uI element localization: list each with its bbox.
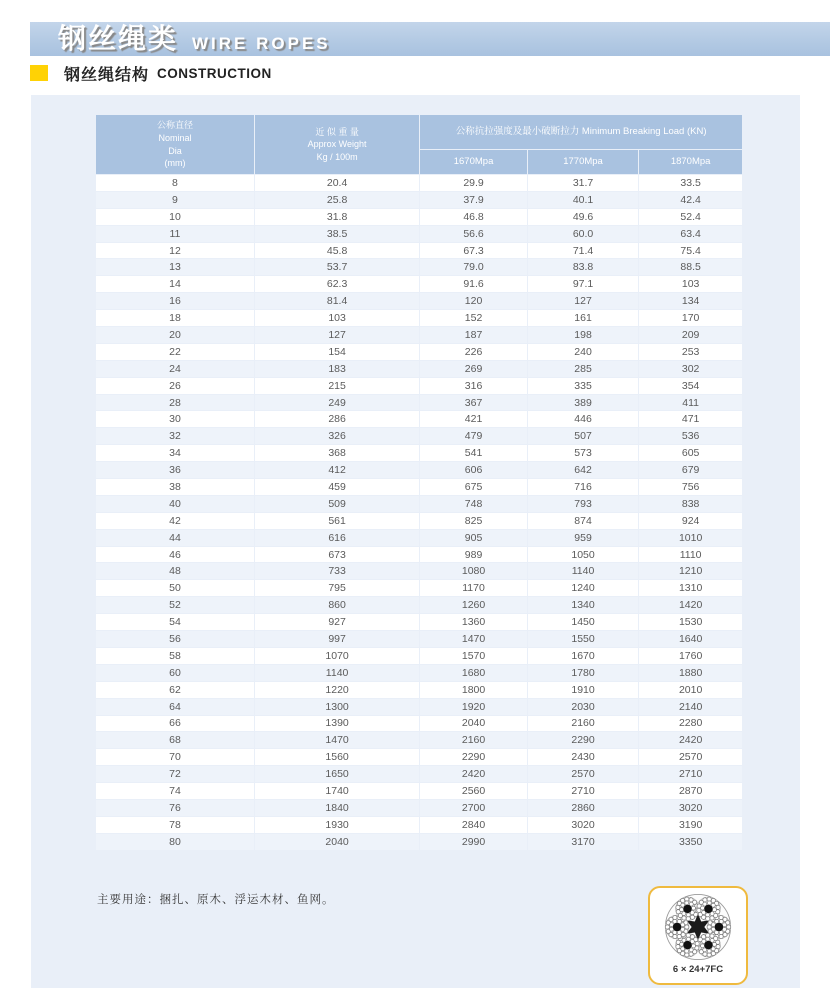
weight-cell: 62.3 bbox=[255, 276, 419, 292]
dia-cell: 42 bbox=[96, 513, 254, 529]
mbl-1870-cell: 2710 bbox=[639, 766, 742, 782]
header-line: Approx Weight bbox=[307, 139, 367, 150]
mbl-1870-cell: 42.4 bbox=[639, 192, 742, 208]
table-row bbox=[96, 361, 742, 377]
dia-cell: 14 bbox=[96, 276, 254, 292]
table-row bbox=[96, 462, 742, 478]
mbl-1870-cell: 536 bbox=[639, 428, 742, 444]
grade-1670-header: 1670Mpa bbox=[420, 150, 527, 174]
page-title-zh: 钢丝绳类 bbox=[58, 23, 179, 54]
weight-cell: 326 bbox=[255, 428, 419, 444]
rope-construction-label: 6 × 24+7FC bbox=[672, 964, 724, 975]
table-row bbox=[96, 580, 742, 596]
header-line: Dia bbox=[168, 145, 182, 156]
table-row bbox=[96, 479, 742, 495]
mbl-1870-cell: 170 bbox=[639, 310, 742, 326]
rope-cross-section-icon bbox=[650, 891, 746, 963]
mbl-1870-cell: 2140 bbox=[639, 699, 742, 715]
weight-cell: 1070 bbox=[255, 648, 419, 664]
mbl-1870-cell: 3020 bbox=[639, 800, 742, 816]
mbl-1870-cell: 2570 bbox=[639, 749, 742, 765]
mbl-1870-cell: 1640 bbox=[639, 631, 742, 647]
dia-cell: 10 bbox=[96, 209, 254, 225]
table-row bbox=[96, 513, 742, 529]
mbl-1870-cell: 253 bbox=[639, 344, 742, 360]
mbl-1870-cell: 1420 bbox=[639, 597, 742, 613]
mbl-1670-cell: 1080 bbox=[420, 563, 527, 579]
weight-cell: 412 bbox=[255, 462, 419, 478]
mbl-1870-cell: 1530 bbox=[639, 614, 742, 630]
weight-cell: 1930 bbox=[255, 817, 419, 833]
mbl-1670-cell: 367 bbox=[420, 395, 527, 411]
mbl-1770-cell: 198 bbox=[528, 327, 638, 343]
mbl-1870-cell: 756 bbox=[639, 479, 742, 495]
mbl-1770-cell: 716 bbox=[528, 479, 638, 495]
dia-cell: 62 bbox=[96, 682, 254, 698]
weight-cell: 1560 bbox=[255, 749, 419, 765]
mbl-1870-cell: 134 bbox=[639, 293, 742, 309]
table-row bbox=[96, 766, 742, 782]
mbl-1770-cell: 83.8 bbox=[528, 259, 638, 275]
mbl-1670-cell: 2160 bbox=[420, 732, 527, 748]
mbl-1770-cell: 959 bbox=[528, 530, 638, 546]
mbl-1770-cell: 389 bbox=[528, 395, 638, 411]
mbl-1670-cell: 479 bbox=[420, 428, 527, 444]
mbl-1870-cell: 3190 bbox=[639, 817, 742, 833]
table-row bbox=[96, 327, 742, 343]
mbl-1670-cell: 825 bbox=[420, 513, 527, 529]
table-row bbox=[96, 834, 742, 850]
mbl-1670-cell: 46.8 bbox=[420, 209, 527, 225]
weight-cell: 20.4 bbox=[255, 175, 419, 191]
mbl-1670-cell: 1470 bbox=[420, 631, 527, 647]
table-row bbox=[96, 800, 742, 816]
mbl-1770-cell: 127 bbox=[528, 293, 638, 309]
mbl-1770-cell: 335 bbox=[528, 378, 638, 394]
dia-cell: 54 bbox=[96, 614, 254, 630]
mbl-1770-cell: 1910 bbox=[528, 682, 638, 698]
mbl-1770-cell: 2160 bbox=[528, 716, 638, 732]
mbl-1770-cell: 642 bbox=[528, 462, 638, 478]
mbl-1870-cell: 33.5 bbox=[639, 175, 742, 191]
table-row bbox=[96, 496, 742, 512]
table-row bbox=[96, 293, 742, 309]
mbl-1770-cell: 71.4 bbox=[528, 243, 638, 259]
table-row bbox=[96, 716, 742, 732]
mbl-1670-cell: 1920 bbox=[420, 699, 527, 715]
mbl-1670-cell: 2560 bbox=[420, 783, 527, 799]
weight-cell: 509 bbox=[255, 496, 419, 512]
yellow-square-icon bbox=[30, 65, 48, 81]
weight-cell: 45.8 bbox=[255, 243, 419, 259]
mbl-1670-cell: 91.6 bbox=[420, 276, 527, 292]
weight-cell: 616 bbox=[255, 530, 419, 546]
grade-1770-header: 1770Mpa bbox=[528, 150, 638, 174]
mbl-1670-cell: 1680 bbox=[420, 665, 527, 681]
weight-cell: 38.5 bbox=[255, 226, 419, 242]
mbl-1770-cell: 285 bbox=[528, 361, 638, 377]
weight-header bbox=[255, 115, 419, 174]
dia-cell: 8 bbox=[96, 175, 254, 191]
header-banner bbox=[30, 22, 830, 56]
dia-cell: 48 bbox=[96, 563, 254, 579]
table-row bbox=[96, 243, 742, 259]
dia-cell: 60 bbox=[96, 665, 254, 681]
mbl-1770-cell: 573 bbox=[528, 445, 638, 461]
dia-cell: 80 bbox=[96, 834, 254, 850]
mbl-1770-cell: 2710 bbox=[528, 783, 638, 799]
rope-icon-box bbox=[648, 886, 748, 985]
mbl-1670-cell: 67.3 bbox=[420, 243, 527, 259]
mbl-1770-cell: 874 bbox=[528, 513, 638, 529]
table-row bbox=[96, 276, 742, 292]
weight-cell: 1650 bbox=[255, 766, 419, 782]
table-row bbox=[96, 530, 742, 546]
mbl-1770-cell: 1340 bbox=[528, 597, 638, 613]
weight-cell: 673 bbox=[255, 547, 419, 563]
dia-cell: 32 bbox=[96, 428, 254, 444]
table-row bbox=[96, 547, 742, 563]
dia-cell: 22 bbox=[96, 344, 254, 360]
weight-cell: 1390 bbox=[255, 716, 419, 732]
weight-cell: 127 bbox=[255, 327, 419, 343]
weight-cell: 2040 bbox=[255, 834, 419, 850]
mbl-1870-cell: 1110 bbox=[639, 547, 742, 563]
dia-cell: 52 bbox=[96, 597, 254, 613]
mbl-1770-cell: 31.7 bbox=[528, 175, 638, 191]
mbl-1670-cell: 1800 bbox=[420, 682, 527, 698]
dia-cell: 46 bbox=[96, 547, 254, 563]
weight-cell: 459 bbox=[255, 479, 419, 495]
weight-cell: 1140 bbox=[255, 665, 419, 681]
table-row bbox=[96, 817, 742, 833]
mbl-1770-cell: 1780 bbox=[528, 665, 638, 681]
dia-cell: 76 bbox=[96, 800, 254, 816]
mbl-1670-cell: 606 bbox=[420, 462, 527, 478]
grade-1870-header: 1870Mpa bbox=[639, 150, 742, 174]
mbl-1670-cell: 152 bbox=[420, 310, 527, 326]
mbl-1770-cell: 1450 bbox=[528, 614, 638, 630]
table-row bbox=[96, 648, 742, 664]
mbl-1770-cell: 161 bbox=[528, 310, 638, 326]
dia-cell: 68 bbox=[96, 732, 254, 748]
weight-cell: 81.4 bbox=[255, 293, 419, 309]
table-row bbox=[96, 395, 742, 411]
mbl-1670-cell: 316 bbox=[420, 378, 527, 394]
mbl-1670-cell: 79.0 bbox=[420, 259, 527, 275]
mbl-1870-cell: 75.4 bbox=[639, 243, 742, 259]
mbl-1770-cell: 1550 bbox=[528, 631, 638, 647]
weight-cell: 31.8 bbox=[255, 209, 419, 225]
page-title-en: WIRE ROPES bbox=[192, 33, 331, 53]
header-line: (mm) bbox=[164, 158, 186, 169]
mbl-1770-cell: 49.6 bbox=[528, 209, 638, 225]
weight-cell: 1300 bbox=[255, 699, 419, 715]
table-row bbox=[96, 614, 742, 630]
table-row bbox=[96, 192, 742, 208]
dia-cell: 13 bbox=[96, 259, 254, 275]
mbl-1770-cell: 240 bbox=[528, 344, 638, 360]
mbl-1670-cell: 748 bbox=[420, 496, 527, 512]
mbl-1870-cell: 354 bbox=[639, 378, 742, 394]
table-row bbox=[96, 411, 742, 427]
mbl-1670-cell: 2040 bbox=[420, 716, 527, 732]
breaking-load-group-header: 公称抗拉强度及最小破断拉力 Minimum Breaking Load (KN) bbox=[420, 115, 742, 149]
weight-cell: 1220 bbox=[255, 682, 419, 698]
dia-cell: 66 bbox=[96, 716, 254, 732]
mbl-1870-cell: 1880 bbox=[639, 665, 742, 681]
table-row bbox=[96, 428, 742, 444]
dia-cell: 58 bbox=[96, 648, 254, 664]
dia-cell: 74 bbox=[96, 783, 254, 799]
dia-cell: 38 bbox=[96, 479, 254, 495]
mbl-1870-cell: 471 bbox=[639, 411, 742, 427]
header-line: 近 似 重 量 bbox=[315, 126, 359, 137]
weight-cell: 927 bbox=[255, 614, 419, 630]
dia-cell: 11 bbox=[96, 226, 254, 242]
dia-cell: 9 bbox=[96, 192, 254, 208]
mbl-1770-cell: 2030 bbox=[528, 699, 638, 715]
mbl-1870-cell: 838 bbox=[639, 496, 742, 512]
mbl-1670-cell: 2420 bbox=[420, 766, 527, 782]
mbl-1870-cell: 2010 bbox=[639, 682, 742, 698]
weight-cell: 561 bbox=[255, 513, 419, 529]
weight-cell: 154 bbox=[255, 344, 419, 360]
mbl-1770-cell: 40.1 bbox=[528, 192, 638, 208]
weight-cell: 215 bbox=[255, 378, 419, 394]
mbl-1770-cell: 3170 bbox=[528, 834, 638, 850]
weight-cell: 103 bbox=[255, 310, 419, 326]
mbl-1670-cell: 56.6 bbox=[420, 226, 527, 242]
table-row bbox=[96, 563, 742, 579]
mbl-1770-cell: 1050 bbox=[528, 547, 638, 563]
mbl-1670-cell: 269 bbox=[420, 361, 527, 377]
weight-cell: 997 bbox=[255, 631, 419, 647]
dia-cell: 30 bbox=[96, 411, 254, 427]
section-title-en: CONSTRUCTION bbox=[157, 65, 272, 81]
mbl-1770-cell: 2860 bbox=[528, 800, 638, 816]
weight-cell: 183 bbox=[255, 361, 419, 377]
weight-cell: 368 bbox=[255, 445, 419, 461]
table-row bbox=[96, 699, 742, 715]
mbl-1870-cell: 52.4 bbox=[639, 209, 742, 225]
mbl-1670-cell: 989 bbox=[420, 547, 527, 563]
weight-cell: 249 bbox=[255, 395, 419, 411]
section-heading bbox=[30, 63, 272, 83]
mbl-1670-cell: 1260 bbox=[420, 597, 527, 613]
mbl-1870-cell: 411 bbox=[639, 395, 742, 411]
content-panel bbox=[31, 95, 800, 988]
table-row bbox=[96, 783, 742, 799]
mbl-1670-cell: 2700 bbox=[420, 800, 527, 816]
table-row bbox=[96, 226, 742, 242]
table-row bbox=[96, 310, 742, 326]
mbl-1670-cell: 187 bbox=[420, 327, 527, 343]
dia-cell: 36 bbox=[96, 462, 254, 478]
weight-cell: 860 bbox=[255, 597, 419, 613]
mbl-1670-cell: 120 bbox=[420, 293, 527, 309]
table-row bbox=[96, 378, 742, 394]
weight-cell: 1470 bbox=[255, 732, 419, 748]
weight-cell: 795 bbox=[255, 580, 419, 596]
mbl-1670-cell: 541 bbox=[420, 445, 527, 461]
mbl-1670-cell: 905 bbox=[420, 530, 527, 546]
table-row bbox=[96, 665, 742, 681]
weight-cell: 733 bbox=[255, 563, 419, 579]
dia-cell: 16 bbox=[96, 293, 254, 309]
dia-cell: 78 bbox=[96, 817, 254, 833]
header-line: Nominal bbox=[158, 132, 192, 143]
table-row bbox=[96, 732, 742, 748]
dia-cell: 12 bbox=[96, 243, 254, 259]
dia-cell: 18 bbox=[96, 310, 254, 326]
weight-cell: 53.7 bbox=[255, 259, 419, 275]
mbl-1870-cell: 1310 bbox=[639, 580, 742, 596]
mbl-1670-cell: 1570 bbox=[420, 648, 527, 664]
dia-cell: 20 bbox=[96, 327, 254, 343]
dia-cell: 44 bbox=[96, 530, 254, 546]
dia-cell: 56 bbox=[96, 631, 254, 647]
mbl-1770-cell: 446 bbox=[528, 411, 638, 427]
mbl-1670-cell: 2990 bbox=[420, 834, 527, 850]
table-row bbox=[96, 445, 742, 461]
mbl-1870-cell: 3350 bbox=[639, 834, 742, 850]
dia-cell: 72 bbox=[96, 766, 254, 782]
mbl-1870-cell: 209 bbox=[639, 327, 742, 343]
mbl-1870-cell: 1210 bbox=[639, 563, 742, 579]
mbl-1870-cell: 679 bbox=[639, 462, 742, 478]
dia-cell: 28 bbox=[96, 395, 254, 411]
mbl-1870-cell: 924 bbox=[639, 513, 742, 529]
mbl-1770-cell: 2290 bbox=[528, 732, 638, 748]
dia-cell: 40 bbox=[96, 496, 254, 512]
mbl-1670-cell: 1360 bbox=[420, 614, 527, 630]
mbl-1670-cell: 1170 bbox=[420, 580, 527, 596]
usage-note: 主要用途：捆扎、原木、浮运木材、鱼网。 bbox=[97, 894, 335, 906]
dia-cell: 34 bbox=[96, 445, 254, 461]
mbl-1770-cell: 1240 bbox=[528, 580, 638, 596]
mbl-1770-cell: 1670 bbox=[528, 648, 638, 664]
weight-cell: 25.8 bbox=[255, 192, 419, 208]
mbl-1870-cell: 302 bbox=[639, 361, 742, 377]
table-row bbox=[96, 259, 742, 275]
mbl-1670-cell: 421 bbox=[420, 411, 527, 427]
mbl-1870-cell: 1760 bbox=[639, 648, 742, 664]
weight-cell: 1740 bbox=[255, 783, 419, 799]
table-row bbox=[96, 749, 742, 765]
dia-cell: 64 bbox=[96, 699, 254, 715]
mbl-1770-cell: 60.0 bbox=[528, 226, 638, 242]
section-title-zh: 钢丝绳结构 bbox=[64, 66, 150, 84]
mbl-1670-cell: 37.9 bbox=[420, 192, 527, 208]
mbl-1770-cell: 3020 bbox=[528, 817, 638, 833]
dia-header bbox=[96, 115, 254, 174]
table-row bbox=[96, 631, 742, 647]
mbl-1870-cell: 63.4 bbox=[639, 226, 742, 242]
mbl-1870-cell: 103 bbox=[639, 276, 742, 292]
mbl-1870-cell: 605 bbox=[639, 445, 742, 461]
mbl-1770-cell: 1140 bbox=[528, 563, 638, 579]
mbl-1670-cell: 29.9 bbox=[420, 175, 527, 191]
mbl-1670-cell: 2840 bbox=[420, 817, 527, 833]
spec-table bbox=[95, 114, 743, 851]
table-row bbox=[96, 597, 742, 613]
mbl-1770-cell: 2570 bbox=[528, 766, 638, 782]
mbl-1770-cell: 97.1 bbox=[528, 276, 638, 292]
dia-cell: 50 bbox=[96, 580, 254, 596]
table-row bbox=[96, 682, 742, 698]
dia-cell: 26 bbox=[96, 378, 254, 394]
mbl-1770-cell: 793 bbox=[528, 496, 638, 512]
table-body bbox=[96, 175, 742, 850]
mbl-1770-cell: 2430 bbox=[528, 749, 638, 765]
mbl-1770-cell: 507 bbox=[528, 428, 638, 444]
header-line: Kg / 100m bbox=[316, 151, 358, 162]
table-row bbox=[96, 344, 742, 360]
weight-cell: 286 bbox=[255, 411, 419, 427]
mbl-1670-cell: 2290 bbox=[420, 749, 527, 765]
table-row bbox=[96, 175, 742, 191]
dia-cell: 24 bbox=[96, 361, 254, 377]
dia-cell: 70 bbox=[96, 749, 254, 765]
mbl-1870-cell: 1010 bbox=[639, 530, 742, 546]
mbl-1870-cell: 88.5 bbox=[639, 259, 742, 275]
mbl-1670-cell: 675 bbox=[420, 479, 527, 495]
table-row bbox=[96, 209, 742, 225]
mbl-1870-cell: 2870 bbox=[639, 783, 742, 799]
weight-cell: 1840 bbox=[255, 800, 419, 816]
header-line: 公称直径 bbox=[156, 120, 193, 131]
mbl-1670-cell: 226 bbox=[420, 344, 527, 360]
mbl-1870-cell: 2420 bbox=[639, 732, 742, 748]
mbl-1870-cell: 2280 bbox=[639, 716, 742, 732]
